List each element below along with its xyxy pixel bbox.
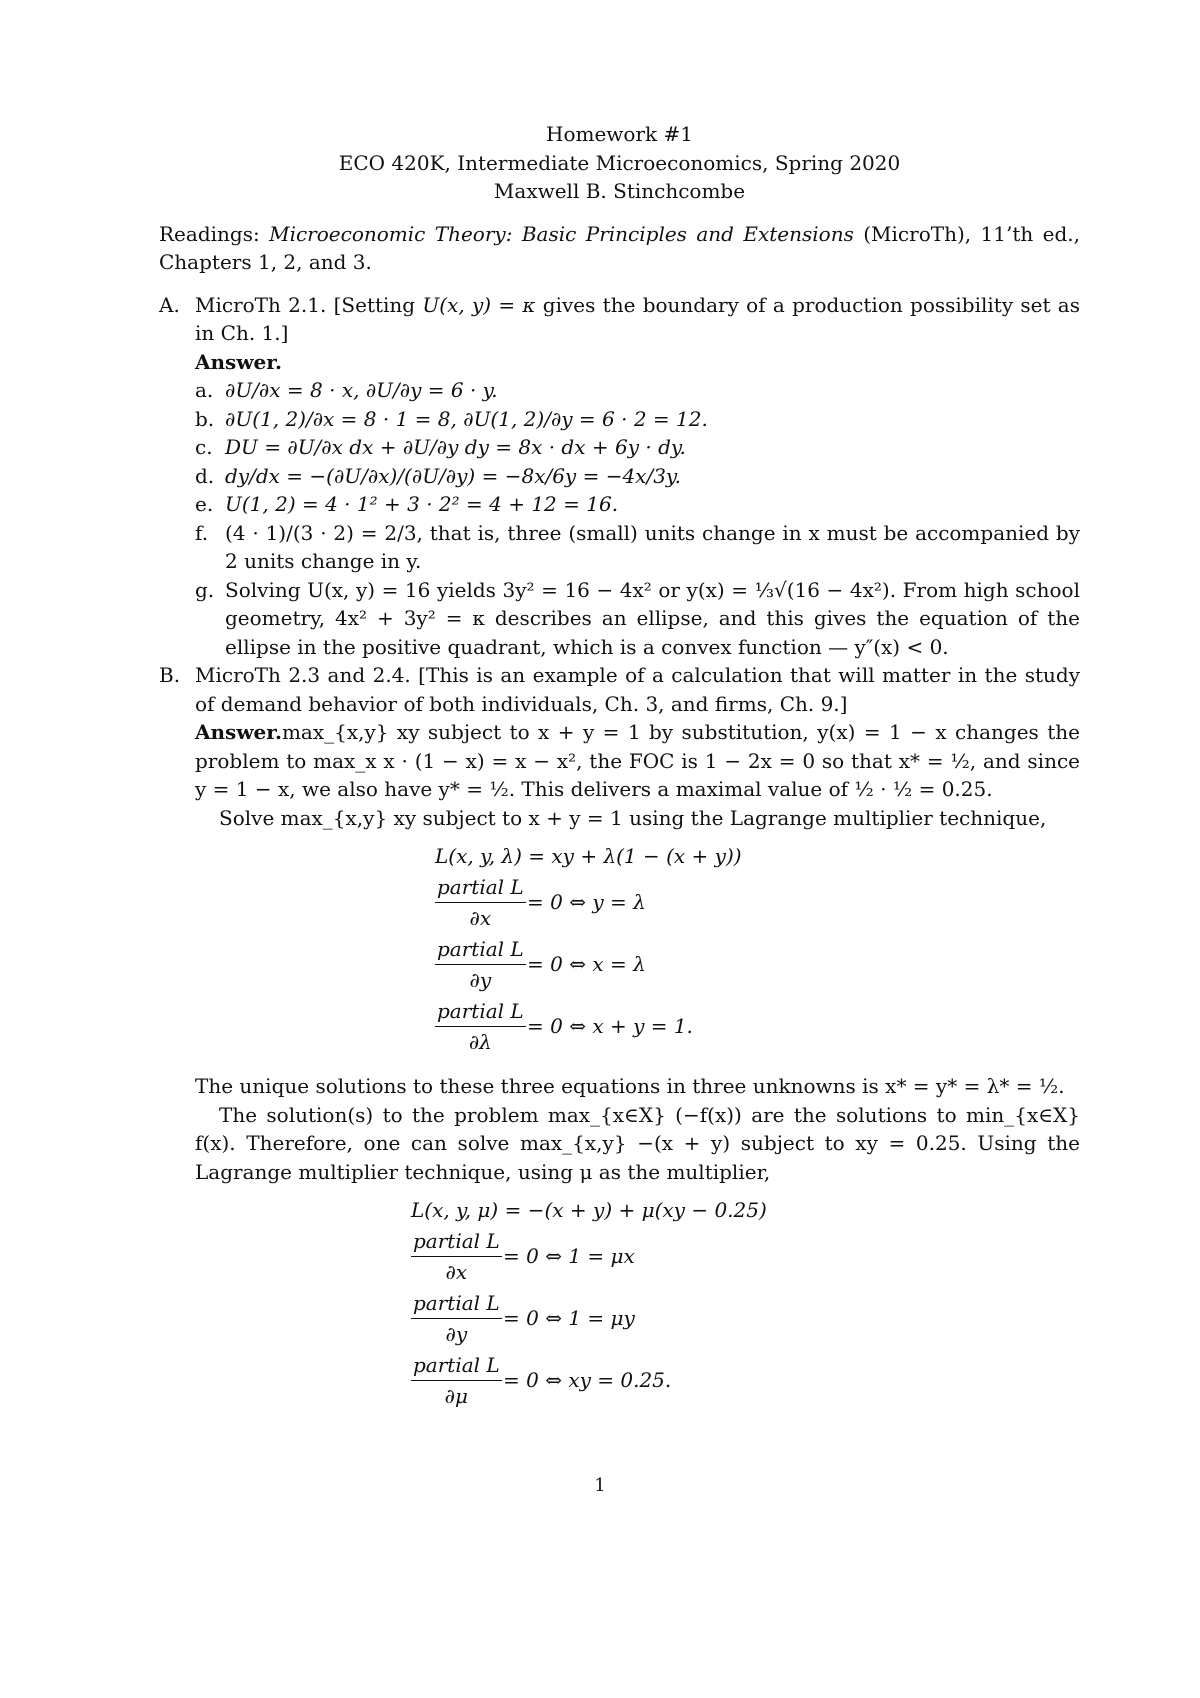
problem-b-answer (195, 718, 1080, 804)
list-item: g. Solving U(x, y) = 16 yields 3y² = 16 − 4x² or y(x) = ⅓√(16 − 4x²). From high school geometry, 4x² + 3y² = κ describes an ellipse, and this gives the equation of the ellipse in the positive quadrant, which is a convex function — y″(x) < 0. (195, 577, 1080, 659)
equation-row: partial L ∂λ = 0 ⇔ x + y = 1. (435, 996, 1080, 1058)
equation-system-1 (195, 842, 1080, 1058)
equation-row: partial L ∂y = 0 ⇔ x = λ (435, 934, 1080, 996)
equation-row: partial L ∂μ = 0 ⇔ xy = 0.25. (411, 1350, 1080, 1412)
list-item: a. ∂U/∂x = 8 · x, ∂U/∂y = 6 · y. (195, 378, 498, 402)
document-body (159, 120, 1080, 1426)
equation-row: partial L ∂y = 0 ⇔ 1 = μy (411, 1288, 1080, 1350)
lagrangian-2: L(x, y, μ) = −(x + y) + μ(xy − 0.25) (411, 1198, 767, 1222)
problem-a-math: U(x, y) = κ (422, 292, 536, 317)
equation-row: partial L ∂x = 0 ⇔ y = λ (435, 872, 1080, 934)
dual-problem-text: The solution(s) to the problem max_{x∈X} (−f(x)) are the solutions to min_{x∈X} f(x). Therefore, one can solve max_{x,y} −(x + y) subject to xy = 0.25. Using the Lagrange multiplier technique, using μ as the multiplier, (195, 1102, 1080, 1184)
list-item: b. ∂U(1, 2)/∂x = 8 · 1 = 8, ∂U(1, 2)/∂y = 6 · 2 = 12. (195, 406, 708, 431)
unique-solutions-text: The unique solutions to these three equations in three unknowns is x* = y* = λ* = ½. (195, 1074, 1065, 1098)
course-line: ECO 420K, Intermediate Microeconomics, Spring 2020 (338, 150, 901, 175)
problem-b-statement: MicroTh 2.3 and 2.4. [This is an example of a calculation that will matter in the study of demand behavior of both individuals, Ch. 3, and firms, Ch. 9.] (195, 663, 1080, 716)
problem-a-statement: MicroTh 2.1. [Setting U(x, y) = κ gives the boundary of a production possibility set as in Ch. 1.] (195, 292, 1080, 345)
problem-b-answer-text: max_{x,y} xy subject to x + y = 1 by substitution, y(x) = 1 − x changes the problem to max_x x · (1 − x) = x − x², the FOC is 1 − 2x = 0 so that x* = ½, and since y = 1 − x, we also have y* = ½. This delivers a maximal value of ½ · ½ = 0.25. (195, 720, 1080, 801)
readings-prefix: Readings: (159, 221, 270, 246)
problem-a-items (195, 376, 1080, 661)
page-number: 1 (594, 1475, 606, 1496)
problem-b-answer-label: Answer. (195, 720, 282, 744)
problem-b-label: B. (159, 663, 181, 687)
document-title: Homework #1 (546, 122, 693, 146)
list-item: e. U(1, 2) = 4 · 1² + 3 · 2² = 4 + 12 = 16. (195, 492, 619, 516)
list-item: d. dy/dx = −(∂U/∂x)/(∂U/∂y) = −8x/6y = −4x/3y. (195, 463, 681, 488)
readings-book-title: Microeconomic Theory: Basic Principles and Extensions (269, 221, 854, 246)
equation-row: partial L ∂x = 0 ⇔ 1 = μx (411, 1226, 1080, 1288)
problem-a (159, 291, 1080, 662)
document-header (159, 120, 1080, 206)
readings-paragraph (159, 220, 1080, 277)
readings-suffix: (MicroTh), 11’th ed., Chapters 1, 2, and 3. (159, 221, 1081, 274)
lagrange-intro: Solve max_{x,y} xy subject to x + y = 1 using the Lagrange multiplier technique, (219, 805, 1047, 830)
problem-a-label: A. (159, 292, 180, 317)
lagrangian-1: L(x, y, λ) = xy + λ(1 − (x + y)) (435, 844, 742, 868)
equation-system-2 (195, 1196, 1080, 1412)
problem-a-answer-label: Answer. (195, 349, 282, 374)
list-item: f. (4 · 1)/(3 · 2) = 2/3, that is, three (small) units change in x must be accompanied by 2 units change in y. (195, 520, 1080, 573)
problem-b (159, 661, 1080, 1426)
author-line: Maxwell B. Stinchcombe (493, 179, 746, 203)
list-item: c. DU = ∂U/∂x dx + ∂U/∂y dy = 8x · dx + 6y · dy. (195, 435, 686, 459)
